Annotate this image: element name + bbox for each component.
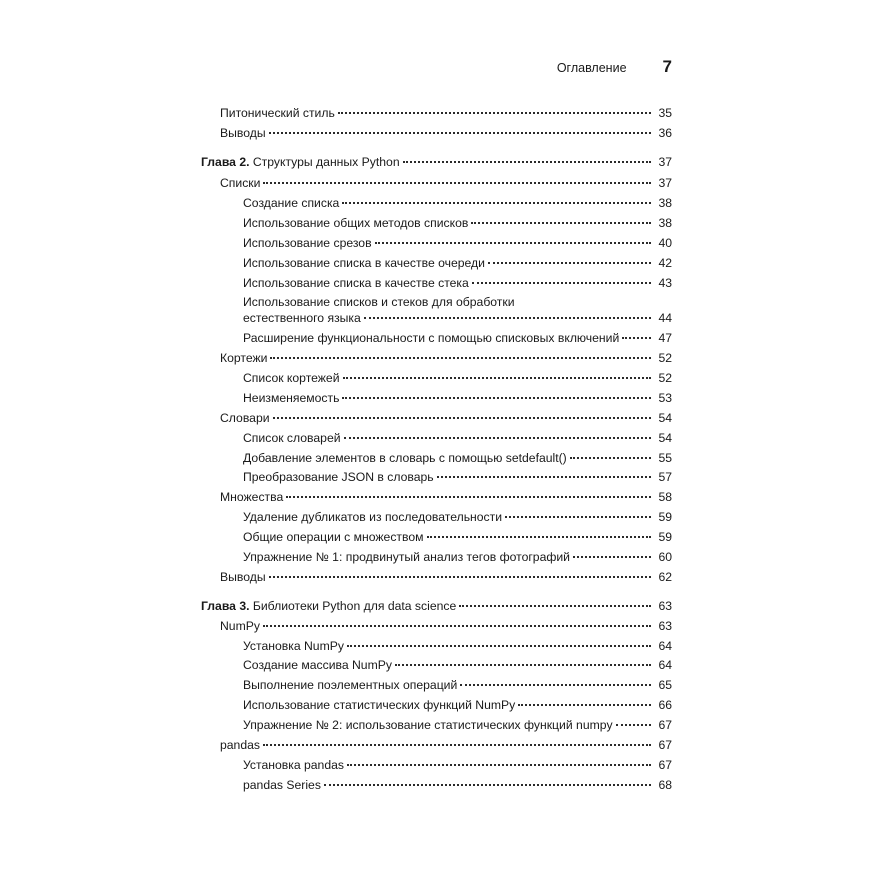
toc-leader-dots — [395, 664, 651, 666]
toc-entry-title: естественного языка — [243, 311, 361, 325]
toc-entry-page: 63 — [658, 619, 672, 633]
chapter-label: Глава 2. — [201, 155, 250, 169]
toc-entry-title: Установка pandas — [243, 758, 344, 772]
toc-entry-title: Выводы — [220, 126, 266, 140]
toc-entry-title: Упражнение № 1: продвинутый анализ тегов фотографий — [243, 550, 570, 564]
toc-leader-dots — [342, 202, 651, 204]
toc-leader-dots — [459, 605, 651, 607]
toc-entry-page: 67 — [658, 758, 672, 772]
toc-entry-title: Список кортежей — [243, 371, 340, 385]
toc-leader-dots — [472, 282, 651, 284]
toc-entry-page: 57 — [658, 470, 672, 484]
toc-entry-title: Создание списка — [243, 196, 340, 210]
toc-entry-page: 38 — [658, 196, 672, 210]
toc-entry-title: Список словарей — [243, 431, 341, 445]
toc-entry-title: Неизменяемость — [243, 391, 340, 405]
toc-entry-page: 37 — [658, 155, 672, 169]
page-number: 7 — [662, 57, 672, 76]
toc-entry-title: Выводы — [220, 570, 266, 584]
toc-entry-page: 59 — [658, 530, 672, 544]
toc-entry-title: Упражнение № 2: использование статистических функций numpy — [243, 718, 613, 732]
toc-leader-dots — [263, 744, 651, 746]
toc-leader-dots — [570, 457, 651, 459]
toc-leader-dots — [364, 317, 651, 319]
toc-entry-title: Использование срезов — [243, 236, 372, 250]
toc-entry-title: Удаление дубликатов из последовательности — [243, 510, 503, 524]
toc-leader-dots — [263, 625, 651, 627]
toc-entry-page: 64 — [658, 658, 672, 672]
toc-entry-page: 35 — [658, 106, 672, 120]
toc-entry-page: 66 — [658, 698, 672, 712]
toc-entry-title: Множества — [220, 490, 284, 504]
toc-entry-page: 59 — [658, 510, 672, 524]
toc-leader-dots — [427, 536, 652, 538]
toc-entry-title: Создание массива NumPy — [243, 658, 392, 672]
toc-entry-title: Расширение функциональности с помощью списковых включений — [243, 331, 620, 345]
toc-entry-title: Использование общих методов списков — [243, 216, 469, 230]
toc-leader-dots — [270, 357, 651, 359]
toc-entry-page: 60 — [658, 550, 672, 564]
toc-leader-dots — [344, 437, 651, 439]
toc-entry-page: 37 — [658, 176, 672, 190]
toc-leader-dots — [403, 161, 651, 163]
toc-leader-dots — [460, 684, 651, 686]
toc-entry-page: 42 — [658, 256, 672, 270]
toc-entry-title: Использование списка в качестве очереди — [243, 256, 485, 270]
toc-entry-page: 53 — [658, 391, 672, 405]
toc-leader-dots — [286, 496, 651, 498]
toc-entry-title: Добавление элементов в словарь с помощью setdefault() — [243, 451, 567, 465]
toc-entry-title: pandas Series — [243, 778, 321, 792]
toc-leader-dots — [505, 516, 651, 518]
toc-leader-dots — [518, 704, 651, 706]
toc-leader-dots — [347, 645, 651, 647]
toc-entry-page: 63 — [658, 599, 672, 613]
toc-entry-title: Библиотеки Python для data science — [252, 599, 457, 613]
toc-leader-dots — [273, 417, 651, 419]
toc-entry-title: Словари — [220, 411, 270, 425]
toc-entry-page: 67 — [658, 718, 672, 732]
toc-entry-page: 44 — [658, 311, 672, 325]
toc-leader-dots — [338, 112, 651, 114]
toc-leader-dots — [488, 262, 651, 264]
toc-entry-title: Установка NumPy — [243, 639, 344, 653]
toc-entry-title: Списки — [220, 176, 261, 190]
toc-entry-page: 65 — [658, 678, 672, 692]
toc-entry-page: 43 — [658, 276, 672, 290]
toc-leader-dots — [471, 222, 651, 224]
toc-entry-page: 55 — [658, 451, 672, 465]
toc-leader-dots — [269, 132, 651, 134]
toc-leader-dots — [269, 576, 651, 578]
toc-leader-dots — [616, 724, 651, 726]
toc-entry-page: 52 — [658, 371, 672, 385]
toc-entry-title: Структуры данных Python — [252, 155, 400, 169]
toc-entry-page: 62 — [658, 570, 672, 584]
toc-entry-page: 40 — [658, 236, 672, 250]
toc-entry-title: Питонический стиль — [220, 106, 335, 120]
toc-entry-page: 58 — [658, 490, 672, 504]
toc-entry-title: pandas — [220, 738, 260, 752]
toc-entry-title: NumPy — [220, 619, 260, 633]
toc-leader-dots — [375, 242, 651, 244]
toc-entry-page: 52 — [658, 351, 672, 365]
toc-leader-dots — [347, 764, 651, 766]
toc-entry-page: 54 — [658, 411, 672, 425]
toc-entry-page: 64 — [658, 639, 672, 653]
toc-leader-dots — [342, 397, 651, 399]
toc-entry-title: Использование списка в качестве стека — [243, 276, 469, 290]
toc-entry-title: Использование статистических функций NumPy — [243, 698, 516, 712]
chapter-label: Глава 3. — [201, 599, 250, 613]
running-title: Оглавление — [556, 61, 627, 75]
toc-leader-dots — [263, 182, 651, 184]
toc-entry-title: Общие операции с множеством — [243, 530, 424, 544]
toc-entry-page: 47 — [658, 331, 672, 345]
toc-leader-dots — [343, 377, 651, 379]
toc-leader-dots — [324, 784, 651, 786]
toc-leader-dots — [622, 337, 651, 339]
toc-entry-title-line1: Использование списков и стеков для обработки — [243, 295, 515, 309]
toc-entry-page: 36 — [658, 126, 672, 140]
toc-entry-page: 67 — [658, 738, 672, 752]
toc-entry-page: 38 — [658, 216, 672, 230]
toc-entry-title: Преобразование JSON в словарь — [243, 470, 434, 484]
running-header — [540, 57, 672, 77]
toc-leader-dots — [437, 476, 651, 478]
toc-entry-page: 54 — [658, 431, 672, 445]
toc-leader-dots — [573, 556, 651, 558]
toc-entry-title: Кортежи — [220, 351, 268, 365]
toc-entry-page: 68 — [658, 778, 672, 792]
toc-entry-title: Выполнение поэлементных операций — [243, 678, 458, 692]
